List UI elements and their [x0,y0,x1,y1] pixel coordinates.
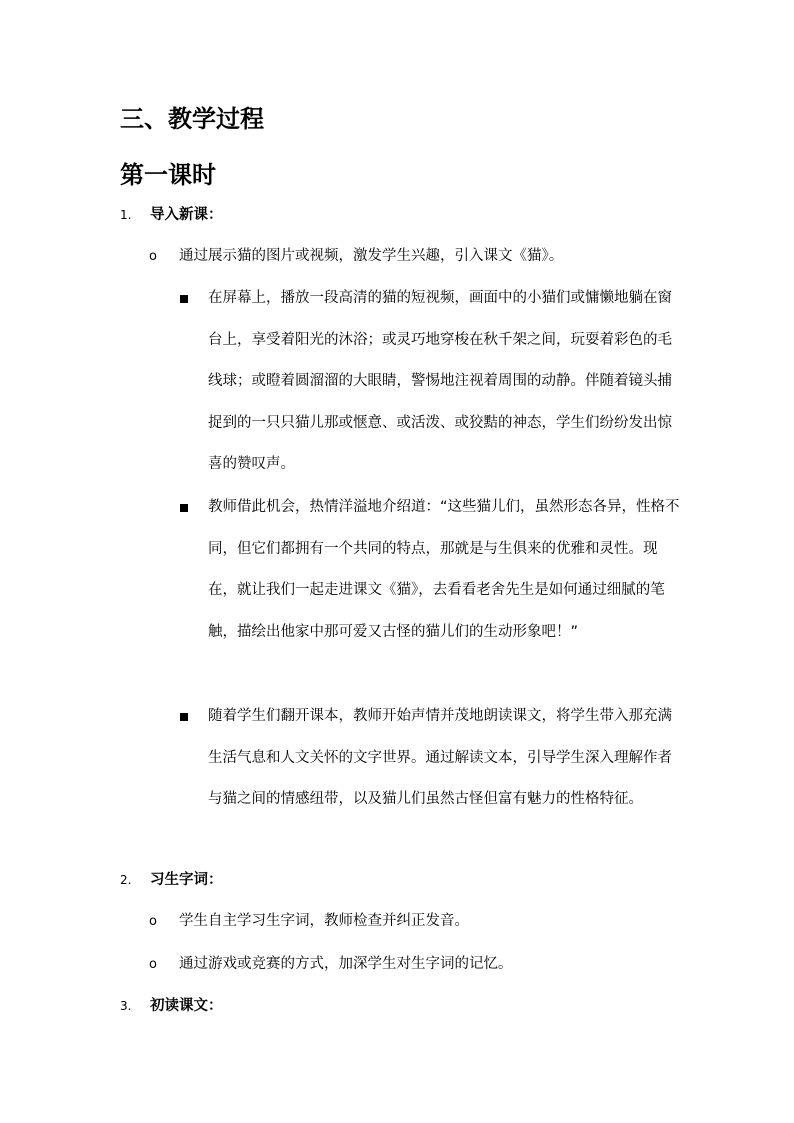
square-bullet-icon [180,713,188,721]
square-bullet-icon [180,504,188,512]
square-item-1-2 [180,495,680,653]
step-1 [120,202,223,228]
square-item-text: 教师借此机会，热情洋溢地介绍道：“这些猫儿们，虽然形态各异，性格不同，但它们都拥有一个共同的特点，那就是与生俱来的优雅和灵性。现在，就让我们一起走进课文《猫》，去看看老舍先生是如何通过细腻的笔触，描绘出他家中那可爱又古怪的猫儿们的生动形象吧！” [208,499,680,640]
circle-bullet-icon: o [149,249,157,264]
circle-item-text: 通过游戏或竞赛的方式，加深学生对生字词的记忆。 [179,956,513,972]
square-bullet-icon [180,295,188,303]
lesson-heading: 第一课时 [120,161,216,189]
step-title: 导入新课： [150,207,223,223]
circle-item-1-1 [149,243,563,269]
step-number: 1. [120,208,132,222]
circle-item-text: 学生自主学习生字词，教师检查并纠正发音。 [179,913,469,929]
step-2 [120,867,223,893]
section-heading: 三、教学过程 [120,105,264,133]
step-number: 3. [120,999,132,1013]
circle-bullet-icon: o [149,957,157,972]
square-item-1-1 [180,286,680,486]
square-item-1-3 [180,704,680,821]
step-3 [120,993,223,1019]
square-item-text: 在屏幕上，播放一段高清的猫的短视频，画面中的小猫们或慵懒地躺在窗台上，享受着阳光的沐浴；或灵巧地穿梭在秋千架之间，玩耍着彩色的毛线球；或瞪着圆溜溜的大眼睛，警惕地注视着周围的动静。伴随着镜头捕捉到的一只只猫儿那或惬意、或活泼、或狡黠的神态，学生们纷纷发出惊喜的赞叹声。 [208,290,672,472]
circle-bullet-icon: o [149,914,157,929]
circle-item-text: 通过展示猫的图片或视频，激发学生兴趣，引入课文《猫》。 [179,248,564,264]
circle-item-2-2 [149,951,513,977]
step-title: 初读课文： [150,998,223,1014]
circle-item-2-1 [149,908,469,934]
step-number: 2. [120,873,132,887]
square-item-text: 随着学生们翻开课本，教师开始声情并茂地朗读课文，将学生带入那充满生活气息和人文关怀的文字世界。通过解读文本，引导学生深入理解作者与猫之间的情感纽带，以及猫儿们虽然古怪但富有魅力的性格特征。 [208,708,672,807]
step-title: 习生字词： [150,872,223,888]
